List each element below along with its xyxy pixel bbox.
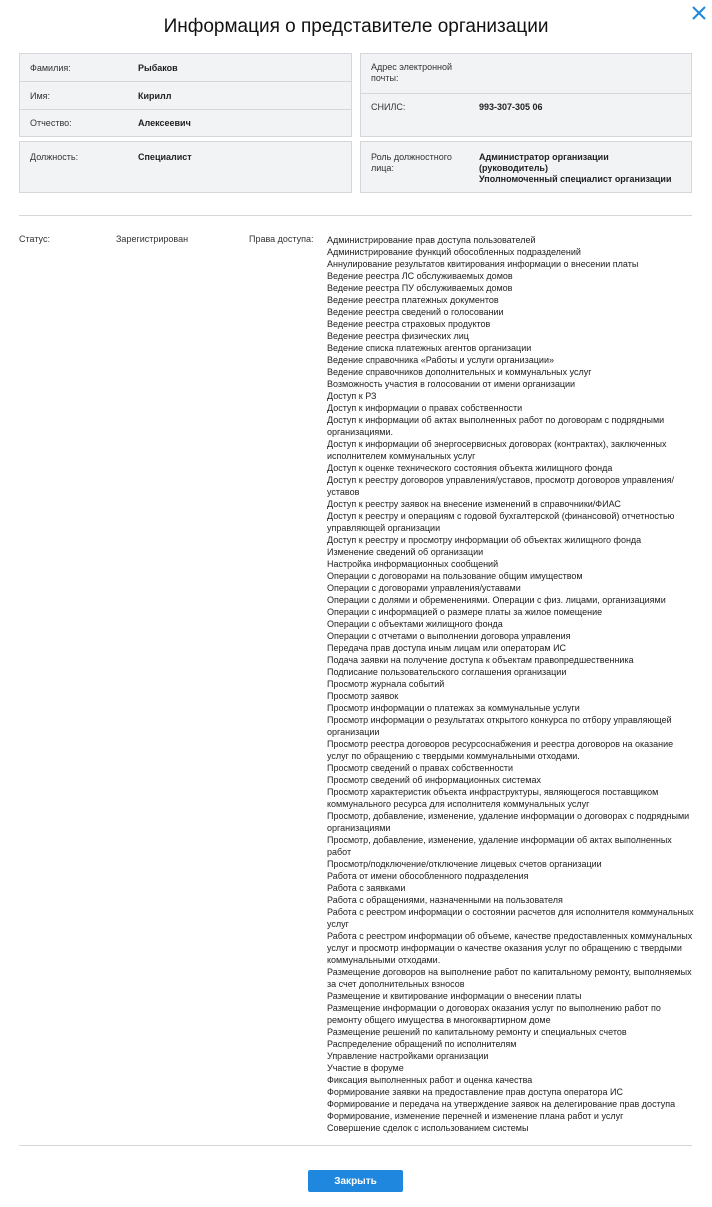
rights-item: Ведение реестра платежных документов <box>327 295 499 305</box>
rights-item: Доступ к информации о правах собственности <box>327 403 523 413</box>
rights-item: Формирование, изменение перечней и изменение плана работ и услуг <box>327 1111 624 1121</box>
divider <box>19 215 692 216</box>
rights-item: Размещение информации о договорах оказания услуг по выполнению работ по ремонту общего имущества в многоквартирном доме <box>327 1003 661 1025</box>
close-icon[interactable] <box>688 2 710 24</box>
rights-item: Совершение сделок с использованием системы <box>327 1123 529 1133</box>
rights-label: Права доступа: <box>249 234 314 244</box>
role-label: Роль должностного лица: <box>371 152 452 173</box>
patronymic-label: Отчество: <box>30 118 72 128</box>
rights-item: Возможность участия в голосовании от имени организации <box>327 379 576 389</box>
divider <box>19 1145 692 1146</box>
rights-item: Операции с долями и обременениями. Операции с физ. лицами, организациями <box>327 595 666 605</box>
rights-item: Ведение справочника «Работы и услуги организации» <box>327 355 554 365</box>
patronymic-value: Алексеевич <box>138 118 191 128</box>
rights-item: Администрирование прав доступа пользователей <box>327 235 536 245</box>
rights-item: Операции с договорами на пользование общим имуществом <box>327 571 583 581</box>
rights-item: Администрирование функций обособленных подразделений <box>327 247 581 257</box>
position-value: Специалист <box>138 152 192 162</box>
rights-item: Просмотр информации о результатах открытого конкурса по отбору управляющей организации <box>327 715 672 737</box>
rights-item: Работа с заявками <box>327 883 406 893</box>
rights-item: Распределение обращений по исполнителям <box>327 1039 517 1049</box>
rights-item: Просмотр информации о платежах за коммунальные услуги <box>327 703 580 713</box>
email-label: Адрес электронной почты: <box>371 62 453 83</box>
rights-item: Ведение реестра ПУ обслуживаемых домов <box>327 283 513 293</box>
rights-item: Размещение и квитирование информации о внесении платы <box>327 991 582 1001</box>
rights-item: Передача прав доступа иным лицам или операторам ИС <box>327 643 567 653</box>
rights-item: Ведение реестра физических лиц <box>327 331 469 341</box>
position-panel <box>19 141 352 193</box>
name-value: Кирилл <box>138 91 172 101</box>
rights-item: Подача заявки на получение доступа к объектам правопредшественника <box>327 655 634 665</box>
rights-item: Ведение списка платежных агентов организации <box>327 343 532 353</box>
rights-list <box>327 234 697 1134</box>
rights-item: Работа с реестром информации о состоянии расчетов для исполнителя коммунальных услуг <box>327 907 694 929</box>
rights-item: Доступ к реестру и просмотру информации об объектах жилищного фонда <box>327 535 642 545</box>
rights-item: Работа с реестром информации об объеме, качестве предоставленных коммунальных услуг и просмотр информации о качестве оказания услуг по обращению с твердыми коммунальными отходами. <box>327 931 693 965</box>
role-panel <box>360 141 692 193</box>
dialog-title: Информация о представителе организации <box>163 16 549 37</box>
status-value: Зарегистрирован <box>116 234 189 244</box>
rights-item: Ведение реестра ЛС обслуживаемых домов <box>327 271 513 281</box>
rights-item: Доступ к реестру договоров управления/уставов, просмотр договоров управления/уставов <box>327 475 675 497</box>
rights-item: Доступ к информации об актах выполненных работ по договорам с подрядными организациями. <box>327 415 665 437</box>
close-button[interactable]: Закрыть <box>308 1170 403 1192</box>
role-value: Администратор организации (руководитель) <box>479 152 609 173</box>
rights-item: Просмотр журнала событий <box>327 679 445 689</box>
name-label: Имя: <box>30 91 51 101</box>
rights-item: Просмотр сведений о правах собственности <box>327 763 514 773</box>
rights-item: Просмотр, добавление, изменение, удаление информации о договорах с подрядными организациями <box>327 811 690 833</box>
rights-item: Операции с объектами жилищного фонда <box>327 619 503 629</box>
person-panel <box>19 53 352 137</box>
rights-item: Изменение сведений об организации <box>327 547 484 557</box>
rights-item: Настройка информационных сообщений <box>327 559 499 569</box>
rights-item: Работа с обращениями, назначенными на пользователя <box>327 895 563 905</box>
surname-value: Рыбаков <box>138 63 178 73</box>
rights-item: Операции с отчетами о выполнении договора управления <box>327 631 571 641</box>
rights-item: Доступ к РЗ <box>327 391 377 401</box>
rights-item: Просмотр заявок <box>327 691 399 701</box>
rights-item: Просмотр, добавление, изменение, удаление информации об актах выполненных работ <box>327 835 672 857</box>
rights-item: Операции с договорами управления/уставами <box>327 583 521 593</box>
rights-item: Формирование и передача на утверждение заявок на делегирование прав доступа <box>327 1099 676 1109</box>
position-label: Должность: <box>30 152 79 162</box>
role-value: Уполномоченный специалист организации <box>479 174 672 184</box>
contacts-panel <box>360 53 692 137</box>
rights-item: Доступ к информации об энергосервисных договорах (контрактах), заключенных исполнителем коммунальных услуг <box>327 439 667 461</box>
rights-item: Работа от имени обособленного подразделения <box>327 871 529 881</box>
rights-item: Просмотр реестра договоров ресурсоснабжения и реестра договоров на оказание услуг по обращению с твердыми коммунальными отходами. <box>327 739 674 761</box>
rights-item: Доступ к реестру и операциям с годовой бухгалтерской (финансовой) отчетностью управляющей организации <box>327 511 675 533</box>
rights-item: Формирование заявки на предоставление прав доступа оператора ИС <box>327 1087 624 1097</box>
snils-label: СНИЛС: <box>371 102 406 112</box>
rights-item: Просмотр/подключение/отключение лицевых счетов организации <box>327 859 602 869</box>
surname-label: Фамилия: <box>30 63 71 73</box>
rights-item: Ведение реестра сведений о голосовании <box>327 307 504 317</box>
rights-item: Управление настройками организации <box>327 1051 489 1061</box>
rights-item: Размещение решений по капитальному ремонту и специальных счетов <box>327 1027 627 1037</box>
status-label: Статус: <box>19 234 50 244</box>
rights-item: Доступ к реестру заявок на внесение изменений в справочники/ФИАС <box>327 499 621 509</box>
rights-item: Аннулирование результатов квитирования информации о внесении платы <box>327 259 639 269</box>
snils-value: 993-307-305 06 <box>479 102 543 112</box>
rights-item: Просмотр характеристик объекта инфраструктуры, являющегося поставщиком коммунального ресурса для исполнителя коммунальных услуг <box>327 787 659 809</box>
rights-item: Подписание пользовательского соглашения организации <box>327 667 567 677</box>
rights-item: Просмотр сведений об информационных системах <box>327 775 541 785</box>
rights-item: Фиксация выполненных работ и оценка качества <box>327 1075 533 1085</box>
rights-item: Ведение реестра страховых продуктов <box>327 319 491 329</box>
rights-item: Доступ к оценке технического состояния объекта жилищного фонда <box>327 463 613 473</box>
rights-item: Размещение договоров на выполнение работ по капитальному ремонту, выполняемых за счет дополнительных взносов <box>327 967 692 989</box>
rights-item: Ведение справочников дополнительных и коммунальных услуг <box>327 367 592 377</box>
role-values <box>479 152 679 185</box>
rights-item: Участие в форуме <box>327 1063 404 1073</box>
rights-item: Операции с информацией о размере платы за жилое помещение <box>327 607 603 617</box>
